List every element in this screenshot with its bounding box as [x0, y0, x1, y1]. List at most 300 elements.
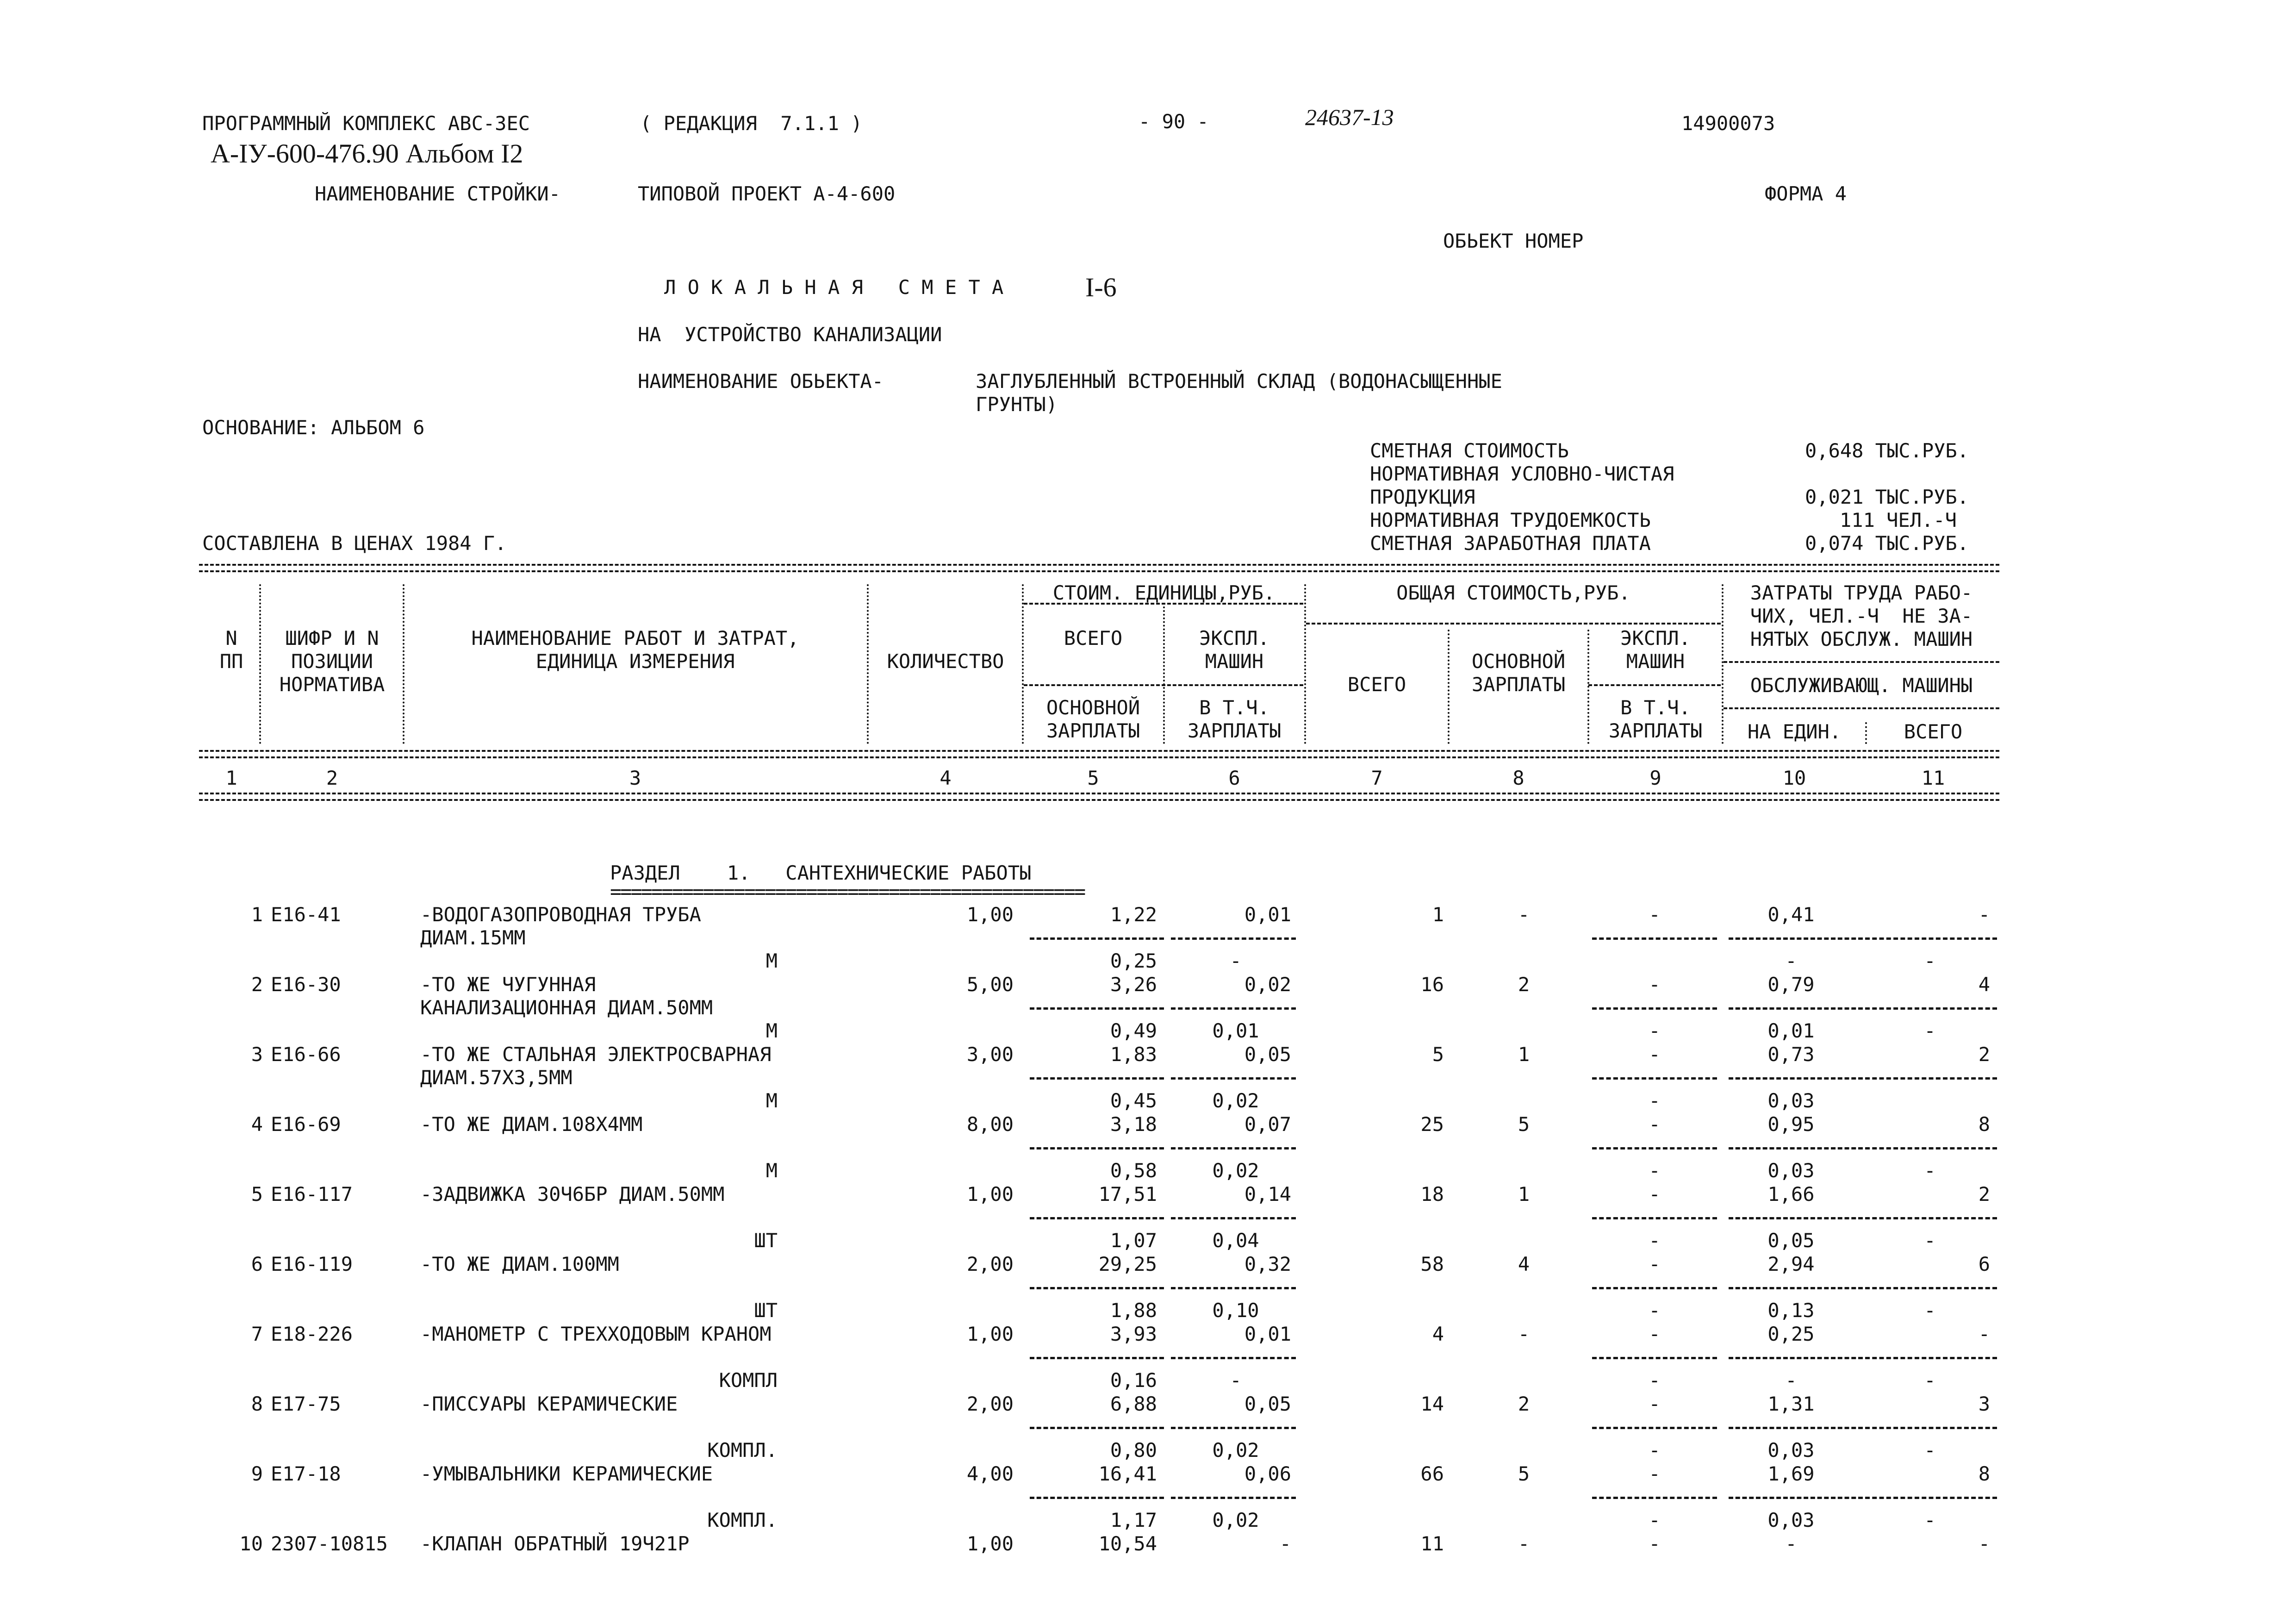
total-cost: 66	[1420, 1462, 1444, 1485]
unit-cost-machines: 0,05	[1244, 1393, 1291, 1415]
norm-code: Е16-66	[271, 1043, 341, 1066]
header-col4: КОЛИЧЕСТВО	[887, 650, 1004, 673]
row-number: 3	[251, 1043, 263, 1066]
unit-cost-incl-salary: -	[1230, 1369, 1242, 1392]
subtotal-rule	[1729, 1007, 1863, 1010]
labor-total: 8	[1978, 1113, 1990, 1136]
header-total-mach-a: ЭКСПЛ.	[1620, 627, 1691, 650]
price-level: СОСТАВЛЕНА В ЦЕНАХ 1984 Г.	[202, 532, 507, 555]
col-number: 11	[1921, 767, 1945, 789]
unit-cost-total: 3,93	[1110, 1323, 1157, 1345]
col-separator	[1304, 584, 1306, 744]
subtotal-rule	[1729, 1147, 1863, 1149]
total-base-salary: 2	[1518, 1393, 1530, 1415]
labor-per-unit: 2,94	[1767, 1253, 1815, 1275]
measure-unit: КОМПЛ.	[707, 1439, 778, 1462]
subtotal-rule	[1030, 1217, 1164, 1219]
subtotal-rule	[1865, 937, 1997, 940]
norm-code: Е16-119	[271, 1253, 353, 1275]
measure-unit: КОМПЛ	[719, 1369, 778, 1392]
total-cost: 25	[1420, 1113, 1444, 1136]
col-number: 2	[326, 767, 338, 789]
total-incl-salary: -	[1649, 1229, 1661, 1252]
header-total-incl-b: ЗАРПЛАТЫ	[1608, 719, 1703, 742]
labor-service-per-unit: 0,03	[1767, 1159, 1815, 1182]
measure-unit: ШТ	[754, 1229, 778, 1252]
subtotal-rule	[1865, 1357, 1997, 1359]
row-number: 6	[251, 1253, 263, 1275]
header-labor-b: ЧИХ, ЧЕЛ.-Ч НЕ ЗА-	[1750, 605, 1973, 627]
subtotal-rule	[1865, 1287, 1997, 1289]
estimate-title: Л О К А Л Ь Н А Я С М Е Т А	[664, 276, 1004, 299]
labor-service-per-unit: 0,01	[1767, 1019, 1815, 1042]
col-number: 3	[629, 767, 641, 789]
header-total-base-a: ОСНОВНОЙ	[1471, 650, 1566, 673]
table-row	[0, 1045, 2296, 1119]
measure-unit: М	[765, 1159, 778, 1182]
work-name: -ТО ЖЕ СТАЛЬНАЯ ЭЛЕКТРОСВАРНАЯ	[420, 1043, 772, 1066]
unit-cost-incl-salary: -	[1230, 949, 1242, 972]
labor-total: -	[1978, 1532, 1990, 1555]
table-row	[0, 1185, 2296, 1259]
subtotal-rule	[1729, 1427, 1863, 1429]
labor-service-total: -	[1924, 949, 1936, 972]
subtotal-rule	[1171, 1427, 1296, 1429]
header-unit-cost: СТОИМ. ЕДИНИЦЫ,РУБ.	[1052, 581, 1276, 604]
unit-cost-incl-salary: 0,04	[1212, 1229, 1259, 1252]
subtotal-rule	[1592, 937, 1717, 940]
header-unit-incl-a: В Т.Ч.	[1199, 696, 1269, 719]
quantity: 8,00	[966, 1113, 1014, 1136]
header-total-mach-b: МАШИН	[1626, 650, 1685, 673]
row-number: 9	[251, 1462, 263, 1485]
unit-cost-machines: -	[1279, 1532, 1291, 1555]
header-col3-b: ЕДИНИЦА ИЗМЕРЕНИЯ	[535, 650, 735, 673]
table-row	[0, 1115, 2296, 1189]
header-unit-incl-b: ЗАРПЛАТЫ	[1187, 719, 1282, 742]
subtotal-rule	[1171, 1357, 1296, 1359]
subtotal-rule	[1592, 1427, 1717, 1429]
header-labor-unit: НА ЕДИН.	[1747, 720, 1842, 743]
total-machines: -	[1649, 973, 1661, 996]
work-name: -ТО ЖЕ ДИАМ.100ММ	[420, 1253, 619, 1275]
table-row	[0, 1534, 2296, 1608]
labor-per-unit: 1,66	[1767, 1183, 1815, 1206]
unit-cost-base-salary: 0,45	[1110, 1089, 1157, 1112]
labor-service-total: -	[1924, 1159, 1936, 1182]
norm-code: Е17-75	[271, 1393, 341, 1415]
unit-cost-machines: 0,32	[1244, 1253, 1291, 1275]
labor-per-unit: 0,25	[1767, 1323, 1815, 1345]
row-number: 4	[251, 1113, 263, 1136]
total-base-salary: -	[1518, 1323, 1530, 1345]
norm-code: Е16-69	[271, 1113, 341, 1136]
total-machines: -	[1649, 1183, 1661, 1206]
labor-per-unit: 0,95	[1767, 1113, 1815, 1136]
row-number: 10	[239, 1532, 263, 1555]
work-name: -ТО ЖЕ ДИАМ.108Х4ММ	[420, 1113, 643, 1136]
unit-cost-machines: 0,01	[1244, 1323, 1291, 1345]
subtotal-rule	[1171, 1217, 1296, 1219]
quantity: 5,00	[966, 973, 1014, 996]
work-name: -ВОДОГАЗОПРОВОДНАЯ ТРУБА	[420, 903, 701, 926]
work-name: -ПИССУАРЫ КЕРАМИЧЕСКИЕ	[420, 1393, 678, 1415]
unit-cost-incl-salary: 0,02	[1212, 1509, 1259, 1531]
subtotal-rule	[1592, 1497, 1717, 1499]
work-name: -ТО ЖЕ ЧУГУННАЯ	[420, 973, 596, 996]
subtotal-rule	[1729, 1287, 1863, 1289]
subtotal-rule	[1729, 1497, 1863, 1499]
norm-code: Е18-226	[271, 1323, 353, 1345]
header-total-base-b: ЗАРПЛАТЫ	[1471, 673, 1566, 696]
col-separator	[867, 584, 869, 744]
header-unit-base-b: ЗАРПЛАТЫ	[1046, 719, 1140, 742]
quantity: 1,00	[966, 903, 1014, 926]
subtotal-rule	[1592, 1007, 1717, 1010]
header-unit-base-a: ОСНОВНОЙ	[1046, 696, 1140, 719]
subtotal-rule	[1865, 1147, 1997, 1149]
table-row	[0, 905, 2296, 979]
col-number: 1	[225, 767, 237, 789]
summary-net-label-2: ПРОДУКЦИЯ	[1370, 486, 1475, 508]
header-unit-total: ВСЕГО	[1064, 627, 1123, 650]
unit-cost-base-salary: 1,17	[1110, 1509, 1157, 1531]
total-cost: 4	[1432, 1323, 1444, 1345]
total-base-salary: 5	[1518, 1462, 1530, 1485]
work-name: -УМЫВАЛЬНИКИ КЕРАМИЧЕСКИЕ	[420, 1462, 713, 1485]
total-cost: 18	[1420, 1183, 1444, 1206]
unit-cost-incl-salary: 0,02	[1212, 1159, 1259, 1182]
object-name-line2: ГРУНТЫ)	[976, 393, 1058, 416]
summary-labor-value: 111 ЧЕЛ.-Ч	[1840, 509, 1957, 531]
norm-code: Е16-117	[271, 1183, 353, 1206]
norm-code: Е16-30	[271, 973, 341, 996]
row-number: 5	[251, 1183, 263, 1206]
measure-unit: КОМПЛ.	[707, 1509, 778, 1531]
total-machines: -	[1649, 1323, 1661, 1345]
summary-labor-label: НОРМАТИВНАЯ ТРУДОЕМКОСТЬ	[1370, 509, 1651, 531]
header-labor-c: НЯТЫХ ОБСЛУЖ. МАШИН	[1750, 628, 1973, 650]
subtotal-rule	[1592, 1077, 1717, 1080]
unit-cost-incl-salary: 0,02	[1212, 1439, 1259, 1462]
labor-per-unit: 0,41	[1767, 903, 1815, 926]
unit-cost-total: 10,54	[1098, 1532, 1157, 1555]
labor-total: -	[1978, 903, 1990, 926]
work-name-cont: ДИАМ.57Х3,5ММ	[420, 1066, 572, 1089]
subtotal-rule	[1030, 1147, 1164, 1149]
form-number: ФОРМА 4	[1765, 182, 1847, 205]
col-number: 7	[1371, 767, 1383, 789]
unit-cost-total: 6,88	[1110, 1393, 1157, 1415]
header-unit-mach-b: МАШИН	[1205, 650, 1264, 673]
table-row	[0, 975, 2296, 1049]
header-labor-d: ОБСЛУЖИВАЮЩ. МАШИНЫ	[1750, 674, 1973, 697]
unit-cost-base-salary: 0,49	[1110, 1019, 1157, 1042]
total-incl-salary: -	[1649, 1089, 1661, 1112]
total-incl-salary: -	[1649, 1509, 1661, 1531]
table-row	[0, 1394, 2296, 1468]
subtotal-rule	[1592, 1217, 1717, 1219]
summary-salary-value: 0,074 ТЫС.РУБ.	[1805, 532, 1969, 555]
subtotal-rule	[1030, 1357, 1164, 1359]
unit-cost-total: 16,41	[1098, 1462, 1157, 1485]
handwritten-number: 24637-13	[1305, 104, 1394, 130]
measure-unit: М	[765, 949, 778, 972]
col-separator	[1022, 584, 1024, 744]
header-total-incl-a: В Т.Ч.	[1620, 696, 1691, 719]
subtotal-rule	[1592, 1357, 1717, 1359]
labor-total: 8	[1978, 1462, 1990, 1485]
labor-service-total: -	[1924, 1299, 1936, 1322]
measure-unit: М	[765, 1019, 778, 1042]
unit-cost-base-salary: 1,88	[1110, 1299, 1157, 1322]
section-title: РАЗДЕЛ 1. САНТЕХНИЧЕСКИЕ РАБОТЫ	[610, 862, 1032, 884]
work-name-cont: ДИАМ.15ММ	[420, 926, 526, 949]
total-machines: -	[1649, 1462, 1661, 1485]
subtotal-rule	[1865, 1497, 1997, 1499]
unit-cost-machines: 0,01	[1244, 903, 1291, 926]
labor-service-total: -	[1924, 1229, 1936, 1252]
col-number: 10	[1782, 767, 1806, 789]
labor-total: -	[1978, 1323, 1990, 1345]
labor-total: 2	[1978, 1183, 1990, 1206]
labor-service-per-unit: 0,03	[1767, 1439, 1815, 1462]
header-labor-total: ВСЕГО	[1904, 720, 1963, 743]
subtotal-rule	[1171, 937, 1296, 940]
header-rule	[1306, 623, 1721, 625]
labor-service-total: -	[1924, 1019, 1936, 1042]
construction-value: ТИПОВОЙ ПРОЕКТ А-4-600	[638, 182, 896, 205]
total-incl-salary: -	[1649, 1019, 1661, 1042]
unit-cost-machines: 0,06	[1244, 1462, 1291, 1485]
total-cost: 58	[1420, 1253, 1444, 1275]
work-name: -КЛАПАН ОБРАТНЫЙ 19Ч21Р	[420, 1532, 690, 1555]
unit-cost-incl-salary: 0,01	[1212, 1019, 1259, 1042]
header-col2-a: ШИФР И N	[285, 627, 379, 650]
unit-cost-total: 3,18	[1110, 1113, 1157, 1136]
total-incl-salary: -	[1649, 1369, 1661, 1392]
total-cost: 14	[1420, 1393, 1444, 1415]
summary-cost-value: 0,648 ТЫС.РУБ.	[1805, 439, 1969, 462]
total-incl-salary: -	[1649, 1439, 1661, 1462]
total-base-salary: 4	[1518, 1253, 1530, 1275]
total-base-salary: -	[1518, 903, 1530, 926]
table-row	[0, 1324, 2296, 1399]
subtotal-rule	[1030, 1007, 1164, 1010]
row-number: 8	[251, 1393, 263, 1415]
total-incl-salary: -	[1649, 1299, 1661, 1322]
header-rule	[1724, 661, 1999, 663]
subtotal-rule	[1030, 1497, 1164, 1499]
subtotal-rule	[1030, 1077, 1164, 1080]
col-number: 8	[1512, 767, 1524, 789]
labor-total: 2	[1978, 1043, 1990, 1066]
basis: ОСНОВАНИЕ: АЛЬБОМ 6	[202, 416, 425, 439]
total-base-salary: 2	[1518, 973, 1530, 996]
unit-cost-machines: 0,14	[1244, 1183, 1291, 1206]
album-label: А-IУ-600-476.90 Альбом I2	[211, 138, 523, 169]
labor-total: 3	[1978, 1393, 1990, 1415]
unit-cost-base-salary: 0,58	[1110, 1159, 1157, 1182]
subtotal-rule	[1865, 1077, 1997, 1080]
header-unit-mach-a: ЭКСПЛ.	[1199, 627, 1269, 650]
subtotal-rule	[1171, 1147, 1296, 1149]
header-total-cost: ОБЩАЯ СТОИМОСТЬ,РУБ.	[1396, 581, 1630, 604]
subtotal-rule	[1171, 1287, 1296, 1289]
labor-service-per-unit: -	[1785, 1369, 1797, 1392]
summary-net-label-1: НОРМАТИВНАЯ УСЛОВНО-ЧИСТАЯ	[1370, 462, 1674, 485]
total-cost: 1	[1432, 903, 1444, 926]
labor-service-total: -	[1924, 1439, 1936, 1462]
header-col1-b: ПП	[219, 650, 243, 673]
object-name-line1: ЗАГЛУБЛЕННЫЙ ВСТРОЕННЫЙ СКЛАД (ВОДОНАСЫЩЕННЫЕ	[976, 370, 1502, 393]
object-label: НАИМЕНОВАНИЕ ОБЬЕКТА-	[638, 370, 884, 393]
measure-unit: ШТ	[754, 1299, 778, 1322]
header-rule	[1588, 684, 1721, 686]
subtotal-rule	[1592, 1147, 1717, 1149]
quantity: 2,00	[966, 1393, 1014, 1415]
labor-per-unit: 0,79	[1767, 973, 1815, 996]
row-number: 1	[251, 903, 263, 926]
labor-per-unit: -	[1785, 1532, 1797, 1555]
object-number: ОБЬЕКТ НОМЕР	[1443, 230, 1584, 252]
document-code: 14900073	[1681, 112, 1775, 135]
row-number: 2	[251, 973, 263, 996]
header-col2-b: ПОЗИЦИИ	[291, 650, 373, 673]
unit-cost-total: 1,22	[1110, 903, 1157, 926]
total-base-salary: -	[1518, 1532, 1530, 1555]
labor-service-per-unit: -	[1785, 949, 1797, 972]
col-separator	[259, 584, 261, 744]
total-machines: -	[1649, 903, 1661, 926]
total-machines: -	[1649, 1393, 1661, 1415]
work-name: -ЗАДВИЖКА 30Ч6БР ДИАМ.50ММ	[420, 1183, 725, 1206]
labor-per-unit: 1,69	[1767, 1462, 1815, 1485]
norm-code: Е16-41	[271, 903, 341, 926]
subtotal-rule	[1171, 1007, 1296, 1010]
col-number: 5	[1087, 767, 1099, 789]
subtotal-rule	[1030, 1287, 1164, 1289]
unit-cost-machines: 0,07	[1244, 1113, 1291, 1136]
total-base-salary: 1	[1518, 1183, 1530, 1206]
unit-cost-total: 17,51	[1098, 1183, 1157, 1206]
header-rule	[1024, 684, 1303, 686]
subtotal-rule	[1030, 937, 1164, 940]
labor-service-total: -	[1924, 1509, 1936, 1531]
quantity: 3,00	[966, 1043, 1014, 1066]
work-name: -МАНОМЕТР С ТРЕХХОДОВЫМ КРАНОМ	[420, 1323, 772, 1345]
header-mid-rule	[199, 750, 1999, 758]
total-cost: 11	[1420, 1532, 1444, 1555]
header-total-all: ВСЕГО	[1347, 673, 1406, 696]
estimate-purpose: НА УСТРОЙСТВО КАНАЛИЗАЦИИ	[638, 323, 942, 346]
header-bottom-rule	[199, 793, 1999, 801]
total-machines: -	[1649, 1113, 1661, 1136]
labor-service-per-unit: 0,03	[1767, 1089, 1815, 1112]
work-name-cont: КАНАЛИЗАЦИОННАЯ ДИАМ.50ММ	[420, 996, 713, 1019]
estimate-number: I-6	[1085, 272, 1117, 302]
unit-cost-total: 1,83	[1110, 1043, 1157, 1066]
labor-service-per-unit: 0,13	[1767, 1299, 1815, 1322]
header-col3-a: НАИМЕНОВАНИЕ РАБОТ И ЗАТРАТ,	[471, 627, 799, 650]
subtotal-rule	[1171, 1077, 1296, 1080]
norm-code: 2307-10815	[271, 1532, 388, 1555]
quantity: 1,00	[966, 1532, 1014, 1555]
unit-cost-base-salary: 0,16	[1110, 1369, 1157, 1392]
section-underline: ==============================================	[610, 880, 1085, 903]
header-col2-c: НОРМАТИВА	[279, 673, 385, 696]
page-number: - 90 -	[1139, 110, 1209, 133]
subtotal-rule	[1592, 1287, 1717, 1289]
header-rule	[1724, 707, 1999, 709]
labor-per-unit: 1,31	[1767, 1393, 1815, 1415]
summary-cost-label: СМЕТНАЯ СТОИМОСТЬ	[1370, 439, 1569, 462]
col-number: 9	[1649, 767, 1661, 789]
total-cost: 16	[1420, 973, 1444, 996]
subtotal-rule	[1865, 1427, 1997, 1429]
program-name: ПРОГРАММНЫЙ КОМПЛЕКС АВС-3ЕС	[202, 112, 530, 135]
table-row	[0, 1464, 2296, 1538]
total-cost: 5	[1432, 1043, 1444, 1066]
col-separator	[403, 584, 404, 744]
table-row	[0, 1255, 2296, 1329]
header-labor-a: ЗАТРАТЫ ТРУДА РАБО-	[1750, 581, 1973, 604]
construction-label: НАИМЕНОВАНИЕ СТРОЙКИ-	[315, 182, 561, 205]
labor-service-total: -	[1924, 1369, 1936, 1392]
unit-cost-machines: 0,05	[1244, 1043, 1291, 1066]
labor-service-per-unit: 0,03	[1767, 1509, 1815, 1531]
total-base-salary: 5	[1518, 1113, 1530, 1136]
total-base-salary: 1	[1518, 1043, 1530, 1066]
quantity: 1,00	[966, 1323, 1014, 1345]
subtotal-rule	[1865, 1007, 1997, 1010]
unit-cost-incl-salary: 0,10	[1212, 1299, 1259, 1322]
row-number: 7	[251, 1323, 263, 1345]
unit-cost-incl-salary: 0,02	[1212, 1089, 1259, 1112]
subtotal-rule	[1729, 1357, 1863, 1359]
col-number: 6	[1228, 767, 1240, 789]
total-machines: -	[1649, 1253, 1661, 1275]
subtotal-rule	[1729, 1077, 1863, 1080]
labor-total: 6	[1978, 1253, 1990, 1275]
summary-salary-label: СМЕТНАЯ ЗАРАБОТНАЯ ПЛАТА	[1370, 532, 1651, 555]
summary-net-value: 0,021 ТЫС.РУБ.	[1805, 486, 1969, 508]
labor-total: 4	[1978, 973, 1990, 996]
subtotal-rule	[1865, 1217, 1997, 1219]
unit-cost-base-salary: 0,25	[1110, 949, 1157, 972]
edition: ( РЕДАКЦИЯ 7.1.1 )	[640, 112, 863, 135]
labor-service-per-unit: 0,05	[1767, 1229, 1815, 1252]
header-top-rule	[199, 564, 1999, 572]
unit-cost-total: 3,26	[1110, 973, 1157, 996]
total-machines: -	[1649, 1043, 1661, 1066]
subtotal-rule	[1030, 1427, 1164, 1429]
subtotal-rule	[1171, 1497, 1296, 1499]
total-incl-salary: -	[1649, 1159, 1661, 1182]
quantity: 2,00	[966, 1253, 1014, 1275]
unit-cost-base-salary: 0,80	[1110, 1439, 1157, 1462]
unit-cost-machines: 0,02	[1244, 973, 1291, 996]
measure-unit: М	[765, 1089, 778, 1112]
quantity: 4,00	[966, 1462, 1014, 1485]
quantity: 1,00	[966, 1183, 1014, 1206]
labor-per-unit: 0,73	[1767, 1043, 1815, 1066]
total-machines: -	[1649, 1532, 1661, 1555]
norm-code: Е17-18	[271, 1462, 341, 1485]
col-number: 4	[940, 767, 952, 789]
subtotal-rule	[1729, 937, 1863, 940]
header-col1-a: N	[225, 627, 237, 650]
